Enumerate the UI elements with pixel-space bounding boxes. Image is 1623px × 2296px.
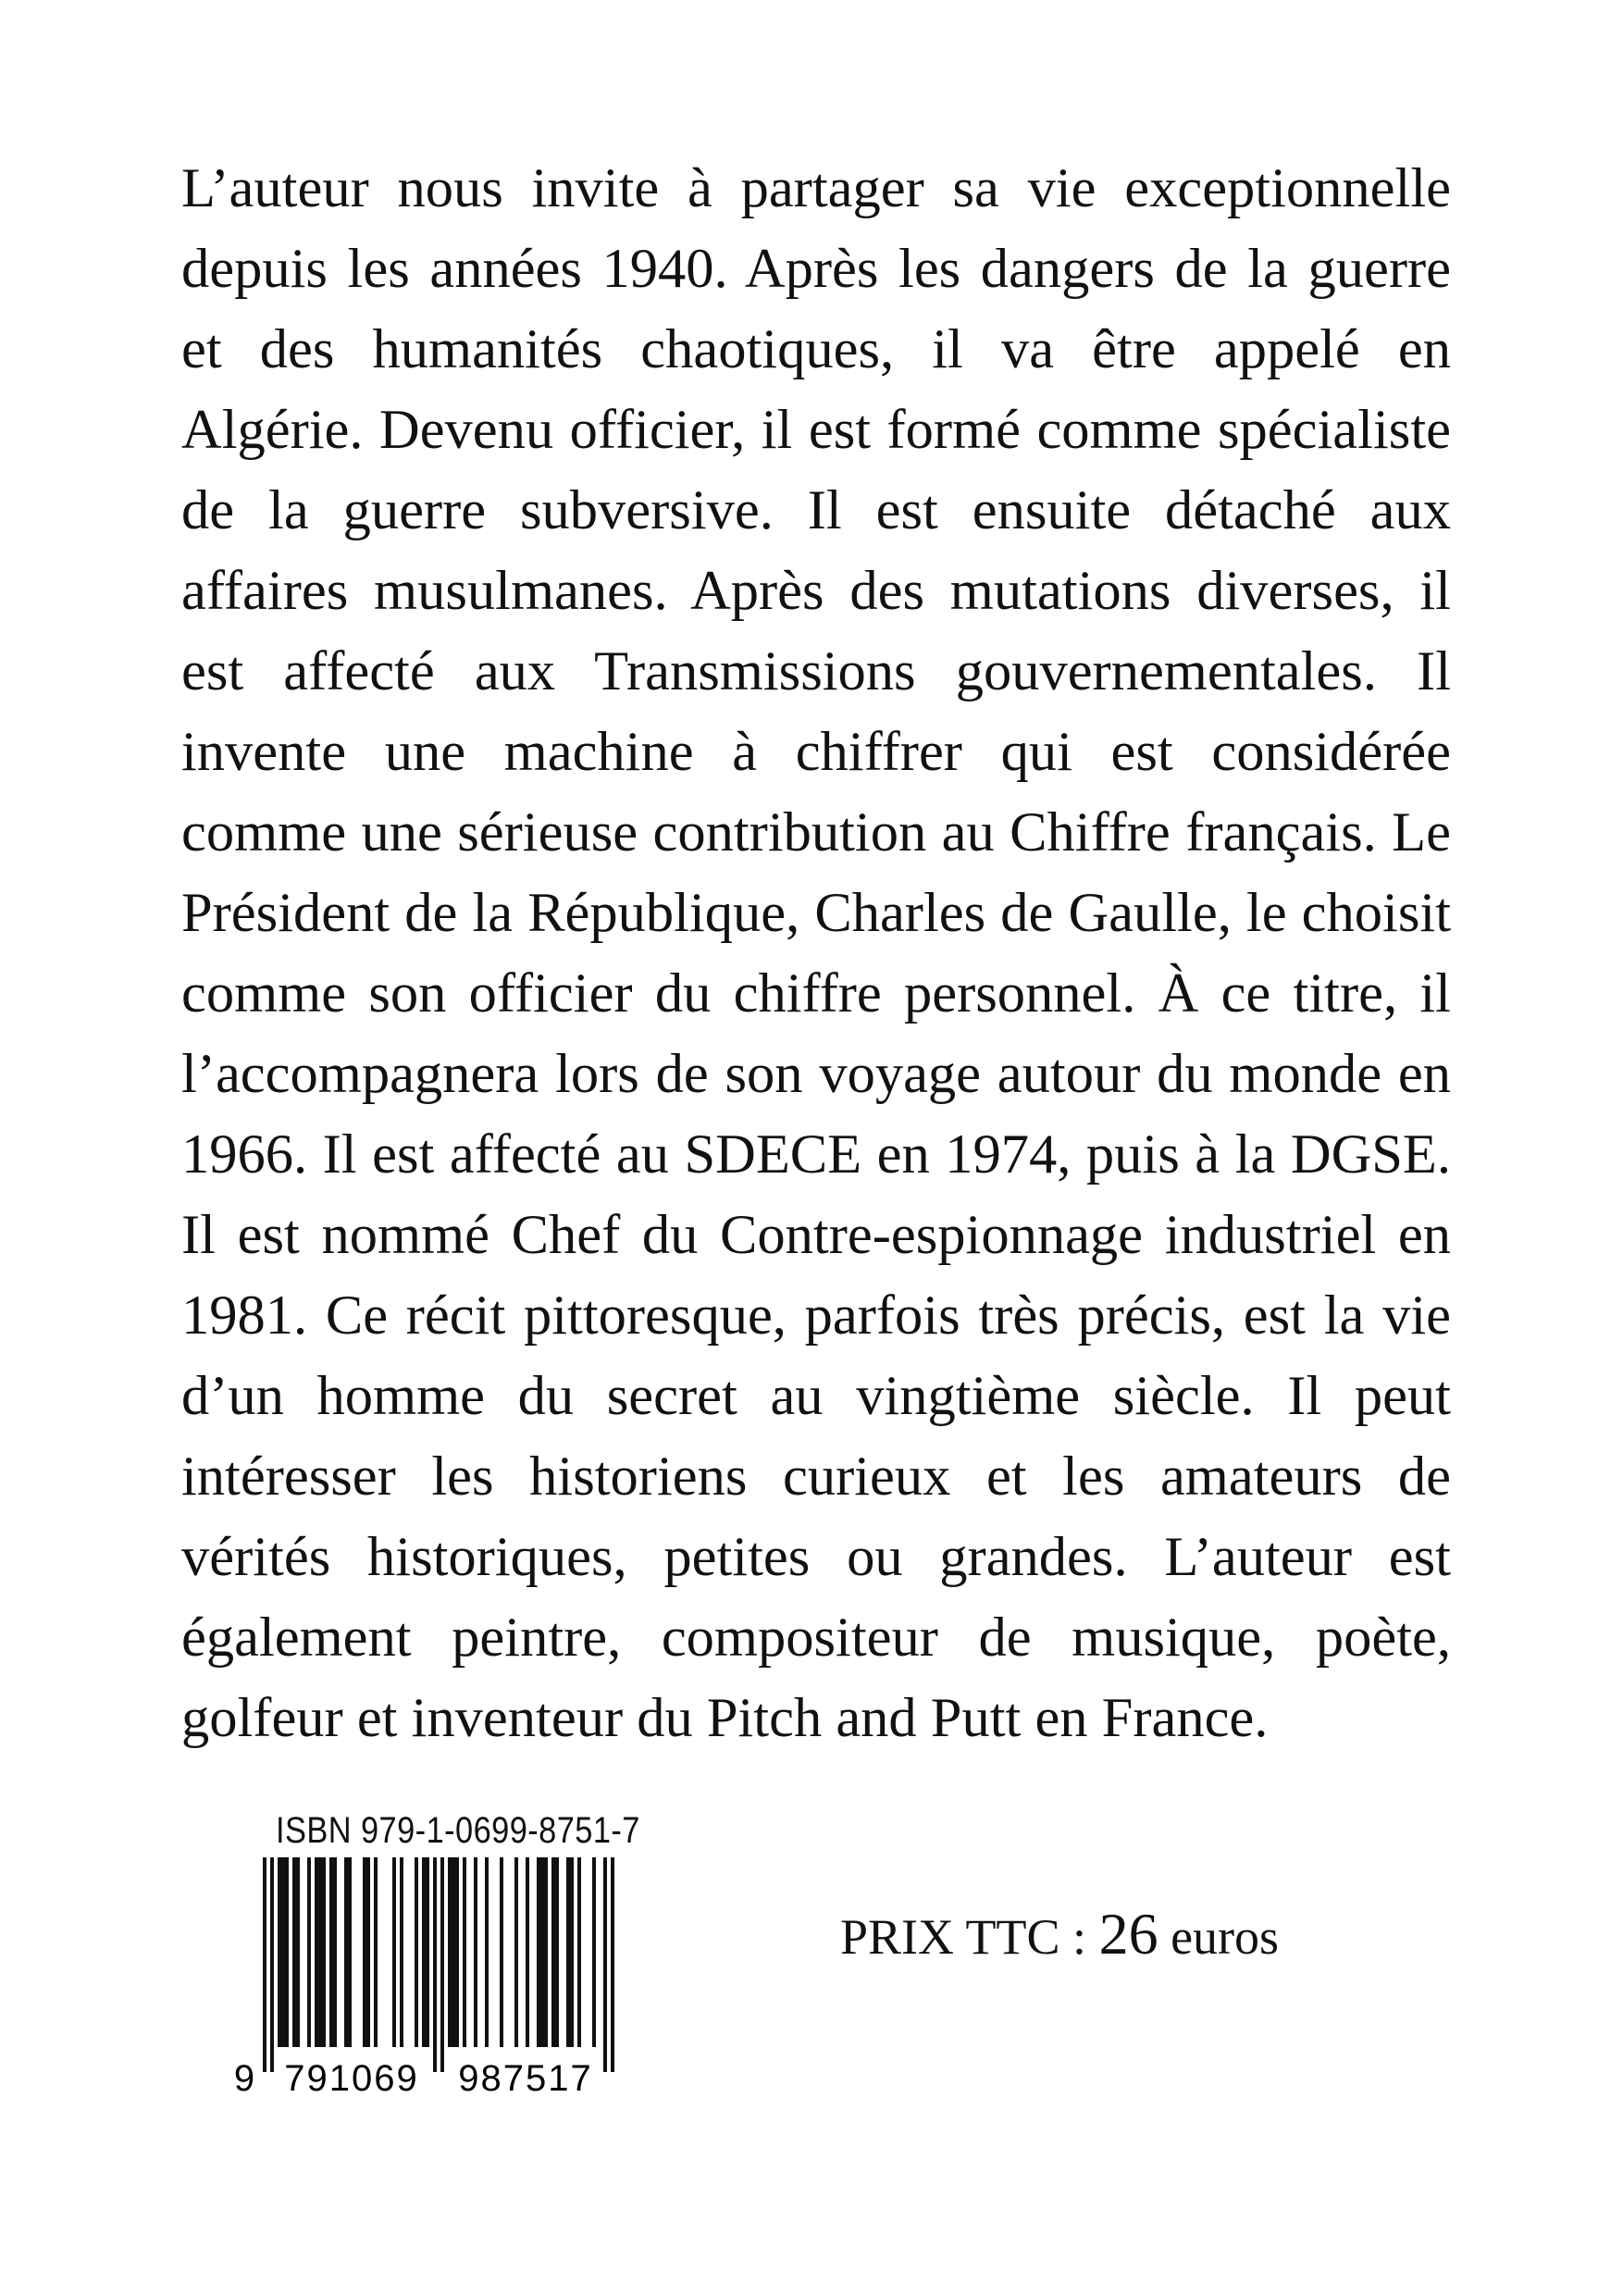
price-label: PRIX TTC [840, 1909, 1060, 1965]
barcode-bar [344, 1857, 352, 2047]
barcode-bar [363, 1857, 370, 2047]
barcode-bar [577, 1857, 581, 2047]
barcode-bar [400, 1857, 403, 2047]
barcode-bar [474, 1857, 477, 2047]
barcode-guard-bar [603, 1857, 607, 2072]
barcode-bar [500, 1857, 503, 2047]
barcode-first-digit: 9 [233, 2058, 255, 2098]
barcode-guard-bar [440, 1857, 444, 2072]
price [840, 1901, 1279, 1983]
price-unit: euros [1158, 1909, 1280, 1965]
barcode-guard-bar [263, 1857, 266, 2072]
barcode-bar [592, 1857, 596, 2047]
barcode-bar [551, 1857, 559, 2047]
back-cover-blurb: L’auteur nous invite à partager sa vie exceptionnelle depuis les années 1940. Après les dangers de la guerre et des humanités chaotiques, il va être appelé en Algérie. Devenu officier, il est formé comme spécialiste de la guerre subversive. Il est ensuite détaché aux affaires musulmanes. Après des mutations diverses, il est affecté aux Transmissions gouvernementales. Il invente une machine à chiffrer qui est considérée comme une sérieuse contribution au Chiffre français. Le Président de la République, Charles de Gaulle, le choisit comme son officier du chiffre personnel. À ce titre, il l’accompagnera lors de son voyage autour du monde en 1966. Il est affecté au SDECE en 1974, puis à la DGSE. Il est nommé Chef du Contre-espionnage industriel en 1981. Ce récit pittoresque, parfois très précis, est la vie d’un homme du secret au vingtième siècle. Il peut intéresser les historiens curieux et les amateurs de vérités historiques, petites ou grandes. L’auteur est également peintre, compositeur de musique, poète, golfeur et inventeur du Pitch and Putt en France. [181, 157, 1451, 1749]
price-separator: : [1059, 1909, 1099, 1965]
barcode-bar [514, 1857, 518, 2047]
barcode-bar [422, 1857, 429, 2047]
barcode-bar [315, 1857, 326, 2047]
barcode-bar [448, 1857, 459, 2047]
barcode [231, 1857, 675, 2098]
barcode-bar [415, 1857, 418, 2047]
barcode-guard-bar [433, 1857, 437, 2072]
barcode-bar [392, 1857, 396, 2047]
barcode-bar [463, 1857, 466, 2047]
barcode-guard-bar [611, 1857, 614, 2072]
barcode-bar [278, 1857, 289, 2047]
barcode-guard-bar [270, 1857, 274, 2072]
barcode-bar [537, 1857, 548, 2047]
barcode-bar [307, 1857, 311, 2047]
barcode-right-digits: 987517 [458, 2058, 593, 2098]
price-amount: 26 [1098, 1901, 1158, 1967]
barcode-bar [374, 1857, 378, 2047]
barcode-bar [292, 1857, 300, 2047]
barcode-bar [329, 1857, 337, 2047]
barcode-bar [485, 1857, 489, 2047]
isbn-number: ISBN 979-1-0699-8751-7 [276, 1810, 640, 1851]
barcode-left-digits: 791069 [284, 2058, 419, 2098]
barcode-bar [526, 1857, 529, 2047]
isbn-barcode-block [231, 1809, 694, 2105]
barcode-bar [566, 1857, 574, 2047]
